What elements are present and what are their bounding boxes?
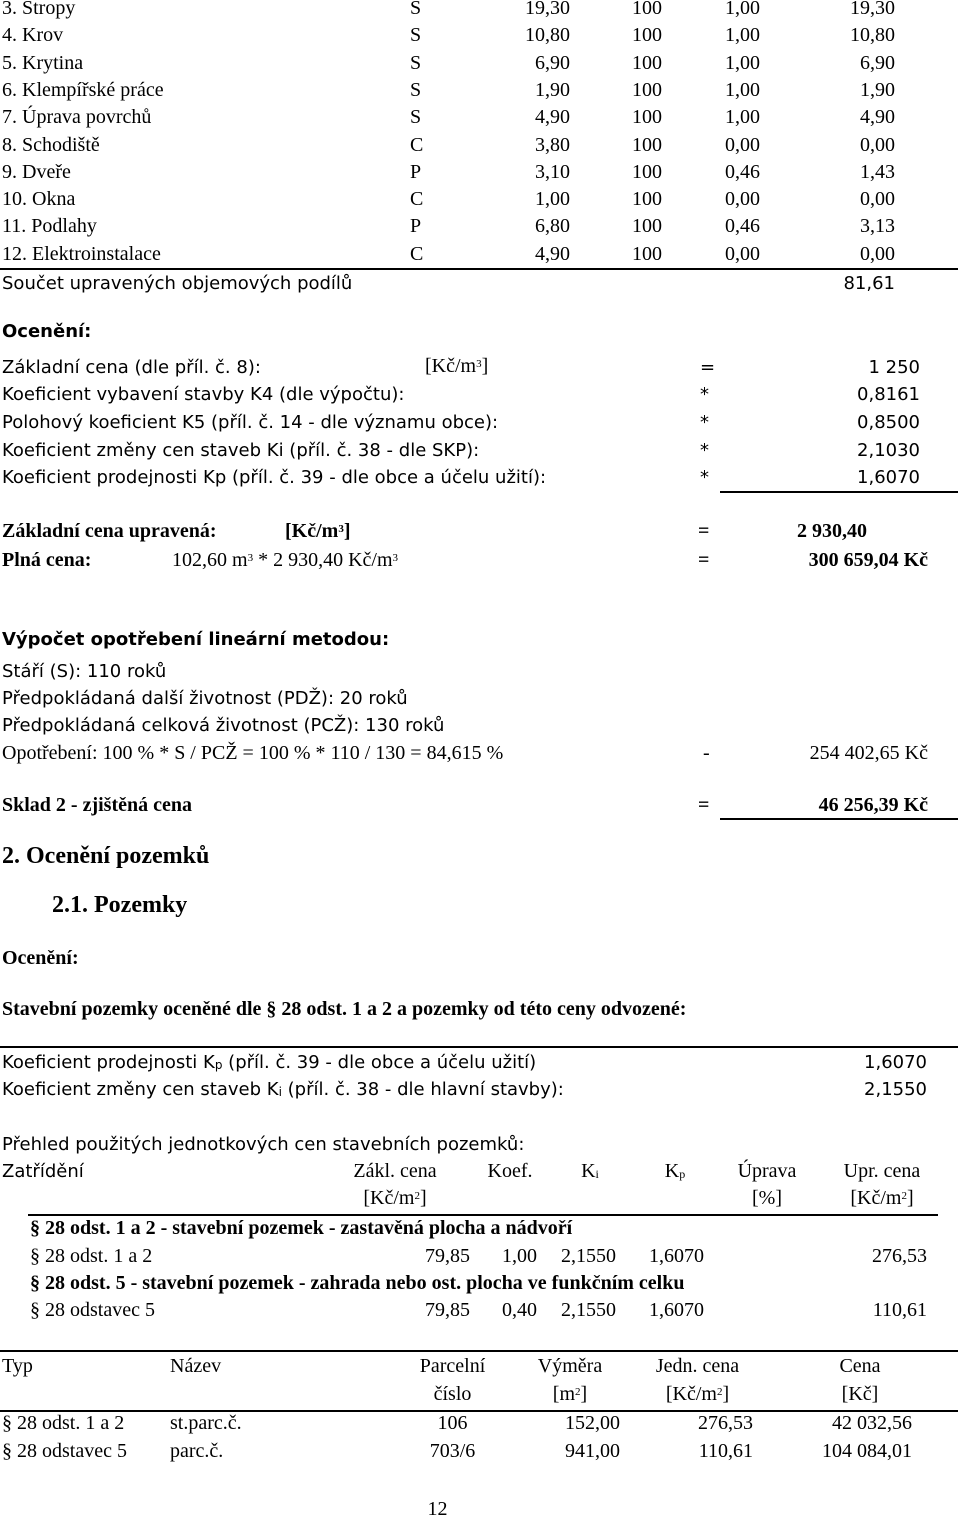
- depreciation-value: 254 402,65 Kč: [809, 742, 928, 764]
- component-name: 6. Klempířské práce: [2, 78, 164, 101]
- coefficient-label: Koeficient vybavení stavby K4 (dle výpočtu):: [2, 384, 405, 405]
- page-number: 12: [427, 1498, 448, 1520]
- column-header-unit-price-unit: $[Kč/m^2]$: [665, 1383, 730, 1405]
- column-header-unit-price: Jedn. cena: [655, 1355, 740, 1377]
- coefficient-label: Polohový koeficient K5 (příl. č. 14 - dle významu obce):: [2, 412, 499, 433]
- column-header-ki: $K_i$: [581, 1160, 599, 1182]
- plot-name: parc.č.: [170, 1440, 224, 1462]
- coefficient-label: Koeficient změny cen staveb Ki (příl. č. 38 - dle SKP):: [2, 440, 480, 461]
- component-coefficient: 0,00: [725, 133, 760, 156]
- coefficient-value: 2,1030: [857, 440, 920, 461]
- coefficient-value: 1,6070: [857, 467, 920, 488]
- kp-coefficient-label: Koeficient prodejnosti $K_p$ (příl. č. 39 - dle obce a účelu užití): [2, 1052, 537, 1073]
- plot-type: § 28 odstavec 5: [2, 1440, 127, 1462]
- component-adjusted-share: 1,90: [860, 78, 895, 101]
- oceneni-heading: Ocenění:: [2, 947, 79, 969]
- category-name: § 28 odstavec 5: [30, 1299, 155, 1321]
- base-price-adjusted-value: 2 930,40: [797, 520, 867, 542]
- depreciation-formula: Opotřebení: 100 % * S / PCŽ = 100 % * 110 / 130 = 84,615 %: [2, 742, 504, 764]
- component-percent: 100: [632, 188, 662, 211]
- component-adjusted-share: 4,90: [860, 106, 895, 129]
- warehouse-price-label: Sklad 2 - zjištěná cena: [2, 794, 192, 816]
- divider: [720, 818, 958, 820]
- column-header-price: Cena: [839, 1355, 881, 1377]
- component-name: 5. Krytina: [2, 51, 84, 74]
- component-name: 3. Stropy: [2, 0, 76, 19]
- depreciation-age: Stáří (S): 110 roků: [2, 661, 167, 682]
- component-coefficient: 1,00: [725, 0, 760, 19]
- component-code: S: [410, 106, 422, 129]
- column-header-adjustment: Úprava: [737, 1160, 797, 1182]
- column-header-parcel: Parcelní: [419, 1355, 486, 1377]
- component-percent: 100: [632, 242, 662, 265]
- component-coefficient: 0,00: [725, 188, 760, 211]
- component-percent: 100: [632, 133, 662, 156]
- component-adjusted-share: 0,00: [860, 188, 895, 211]
- component-percent: 100: [632, 106, 662, 129]
- component-share: 1,90: [535, 78, 570, 101]
- coefficient-label: Základní cena (dle příl. č. 8):: [2, 357, 261, 378]
- column-header-adjusted-price: Upr. cena: [843, 1160, 921, 1182]
- coefficient-unit: $[Kč/m^3]$: [425, 355, 489, 377]
- plot-unit-price: 276,53: [698, 1412, 753, 1434]
- column-header-area: Výměra: [537, 1355, 603, 1377]
- column-header-parcel-number: číslo: [433, 1383, 472, 1405]
- component-share: 4,90: [535, 106, 570, 129]
- component-share: 19,30: [525, 0, 570, 19]
- parcel-number: 106: [437, 1412, 468, 1434]
- depreciation-title: Výpočet opotřebení lineární metodou:: [2, 629, 390, 650]
- operator-sign: *: [700, 467, 709, 488]
- ki-value: 2,1550: [561, 1245, 616, 1267]
- component-adjusted-share: 3,13: [860, 215, 895, 238]
- equals-sign: =: [698, 794, 710, 816]
- column-header-classification: Zatřídění: [2, 1161, 84, 1182]
- column-header-kp: $K_p$: [664, 1160, 686, 1182]
- column-header-adjustment-unit: [%]: [752, 1187, 782, 1209]
- divider: [0, 1046, 958, 1048]
- component-adjusted-share: 10,80: [850, 24, 895, 47]
- ki-value: 2,1550: [561, 1299, 616, 1321]
- category-heading: § 28 odst. 1 a 2 - stavební pozemek - zastavěná plocha a nádvoří: [30, 1217, 573, 1239]
- column-header-coefficient: Koef.: [487, 1160, 533, 1182]
- component-adjusted-share: 1,43: [860, 160, 895, 183]
- component-code: P: [410, 160, 422, 183]
- column-header-adjusted-price-unit: $[Kč/m^2]$: [850, 1187, 914, 1209]
- component-code: S: [410, 24, 422, 47]
- component-adjusted-share: 0,00: [860, 133, 895, 156]
- column-header-name: Název: [170, 1355, 222, 1377]
- warehouse-price-value: 46 256,39 Kč: [818, 794, 928, 816]
- component-coefficient: 1,00: [725, 24, 760, 47]
- component-coefficient: 1,00: [725, 51, 760, 74]
- depreciation-remaining-life: Předpokládaná další životnost (PDŽ): 20 roků: [2, 688, 408, 709]
- coefficient: 0,40: [502, 1299, 537, 1321]
- component-name: 10. Okna: [2, 188, 76, 211]
- component-share: 1,00: [535, 188, 570, 211]
- coefficient-value: 0,8161: [857, 384, 920, 405]
- component-share: 4,90: [535, 242, 570, 265]
- sum-value: 81,61: [843, 273, 895, 294]
- kp-value: 1,6070: [649, 1299, 704, 1321]
- component-coefficient: 1,00: [725, 106, 760, 129]
- divider: [0, 1350, 958, 1352]
- column-header-price-unit: [Kč]: [841, 1383, 879, 1405]
- component-share: 3,10: [535, 160, 570, 183]
- operator-sign: *: [700, 440, 709, 461]
- component-name: 9. Dveře: [2, 160, 71, 183]
- component-adjusted-share: 0,00: [860, 242, 895, 265]
- column-header-area-unit: $[m^2]$: [552, 1383, 588, 1405]
- base-price: 79,85: [425, 1245, 470, 1267]
- coefficient-value: 1 250: [868, 357, 920, 378]
- component-name: 4. Krov: [2, 24, 64, 47]
- component-adjusted-share: 19,30: [850, 0, 895, 19]
- full-price-label: Plná cena:: [2, 549, 92, 571]
- adjusted-price: 276,53: [872, 1245, 927, 1267]
- operator-sign: *: [700, 384, 709, 405]
- category-heading: § 28 odst. 5 - stavební pozemek - zahrada nebo ost. plocha ve funkčním celku: [30, 1272, 685, 1294]
- component-name: 7. Úprava povrchů: [2, 106, 152, 129]
- component-percent: 100: [632, 0, 662, 19]
- operator-sign: =: [700, 357, 716, 378]
- component-percent: 100: [632, 215, 662, 238]
- component-code: P: [410, 215, 422, 238]
- component-share: 3,80: [535, 133, 570, 156]
- base-price-adjusted-label: Základní cena upravená:: [2, 520, 217, 542]
- adjusted-price: 110,61: [872, 1299, 927, 1321]
- component-code: S: [410, 78, 422, 101]
- component-name: 12. Elektroinstalace: [2, 242, 161, 265]
- section-heading-land-valuation: 2. Ocenění pozemků: [2, 843, 210, 869]
- plot-unit-price: 110,61: [698, 1440, 753, 1462]
- column-header-base-price-unit: $[Kč/m^2]$: [363, 1187, 427, 1209]
- plot-area: 941,00: [565, 1440, 620, 1462]
- coefficient: 1,00: [502, 1245, 537, 1267]
- component-code: C: [410, 188, 424, 211]
- sum-label: Součet upravených objemových podílů: [2, 273, 353, 294]
- component-code: C: [410, 242, 424, 265]
- component-coefficient: 0,46: [725, 160, 760, 183]
- component-code: C: [410, 133, 424, 156]
- component-percent: 100: [632, 51, 662, 74]
- component-coefficient: 0,46: [725, 215, 760, 238]
- component-code: S: [410, 0, 422, 19]
- plot-name: st.parc.č.: [170, 1412, 242, 1434]
- kp-coefficient-value: 1,6070: [864, 1052, 927, 1073]
- column-header-type: Typ: [2, 1355, 33, 1377]
- building-plots-heading: Stavební pozemky oceněné dle § 28 odst. 1 a 2 a pozemky od této ceny odvozené:: [2, 998, 687, 1020]
- component-share: 6,90: [535, 51, 570, 74]
- equals-sign: =: [698, 520, 710, 542]
- divider: [720, 491, 958, 493]
- component-adjusted-share: 6,90: [860, 51, 895, 74]
- kp-value: 1,6070: [649, 1245, 704, 1267]
- minus-sign: -: [703, 742, 710, 764]
- component-name: 11. Podlahy: [2, 215, 97, 238]
- parcel-number: 703/6: [429, 1440, 476, 1462]
- coefficient-value: 0,8500: [857, 412, 920, 433]
- plot-area: 152,00: [565, 1412, 620, 1434]
- column-header-base-price: Zákl. cena: [353, 1160, 437, 1182]
- oceneni-heading: Ocenění:: [2, 321, 92, 342]
- component-code: S: [410, 51, 422, 74]
- category-name: § 28 odst. 1 a 2: [30, 1245, 153, 1267]
- equals-sign: =: [698, 549, 710, 571]
- base-price: 79,85: [425, 1299, 470, 1321]
- component-name: 8. Schodiště: [2, 133, 100, 156]
- component-percent: 100: [632, 160, 662, 183]
- component-coefficient: 0,00: [725, 242, 760, 265]
- ki-coefficient-value: 2,1550: [864, 1079, 927, 1100]
- component-share: 10,80: [525, 24, 570, 47]
- ki-coefficient-label: Koeficient změny cen staveb $K_i$ (příl. č. 38 - dle hlavní stavby):: [2, 1079, 564, 1100]
- base-price-adjusted-unit: $[Kč/m^3]$: [285, 520, 351, 542]
- component-percent: 100: [632, 78, 662, 101]
- coefficient-label: Koeficient prodejnosti Kp (příl. č. 39 - dle obce a účelu užití):: [2, 467, 547, 488]
- full-price-value: 300 659,04 Kč: [808, 549, 928, 571]
- unit-prices-overview-heading: Přehled použitých jednotkových cen stavebních pozemků:: [2, 1134, 525, 1155]
- component-share: 6,80: [535, 215, 570, 238]
- full-price-expression: 102,60 $m^3 * 2$ 930,40 $Kč/m^3$: [172, 549, 398, 571]
- subsection-heading-plots: 2.1. Pozemky: [52, 892, 188, 918]
- depreciation-total-life: Předpokládaná celková životnost (PCŽ): 130 roků: [2, 715, 445, 736]
- component-percent: 100: [632, 24, 662, 47]
- plot-price: 42 032,56: [832, 1412, 912, 1434]
- operator-sign: *: [700, 412, 709, 433]
- plot-price: 104 084,01: [822, 1440, 912, 1462]
- component-coefficient: 1,00: [725, 78, 760, 101]
- plot-type: § 28 odst. 1 a 2: [2, 1412, 125, 1434]
